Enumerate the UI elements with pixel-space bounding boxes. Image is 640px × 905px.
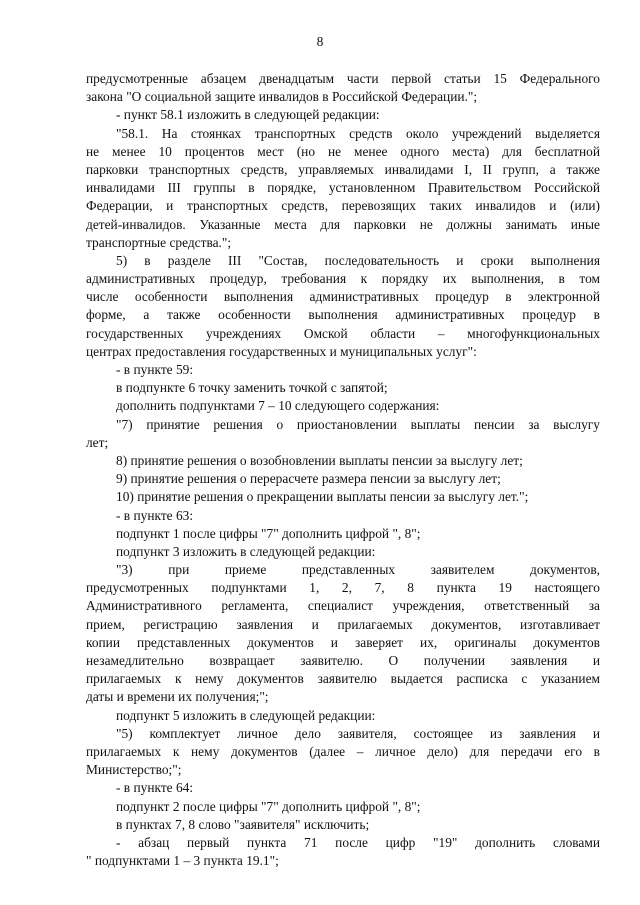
text-line: подпункт 2 после цифры "7" дополнить цифрой ", 8"; (116, 798, 421, 814)
text-line: подпункт 5 изложить в следующей редакции: (116, 707, 376, 723)
text-line: - абзац первый пункта 71 после цифр "19" дополнить словами (116, 834, 600, 850)
text-line: прилагаемых к нему документов заявителю выдается расписка с указанием (86, 671, 600, 687)
text-line: прием, регистрацию заявления и прилагаемых документов, изготавливает (86, 616, 600, 632)
document-body (86, 70, 600, 870)
text-line: Федерации, и транспортных средств, перевозящих таких инвалидов и (или) (86, 198, 600, 214)
page-number: 8 (316, 34, 324, 49)
text-line: государственных учреждениях Омской области – многофункциональных (86, 325, 600, 341)
text-line: " подпунктами 1 – 3 пункта 19.1"; (86, 853, 279, 869)
text-line: форме, а также особенности выполнения административных процедур в (86, 307, 600, 323)
text-line: "7) принятие решения о приостановлении выплаты пенсии за выслугу (116, 416, 600, 432)
text-line: "58.1. На стоянках транспортных средств около учреждений выделяется (116, 125, 600, 141)
text-line: в пунктах 7, 8 слово "заявителя" исключить; (116, 816, 370, 832)
text-line: дополнить подпунктами 7 – 10 следующего содержания: (116, 398, 440, 414)
text-line: закона "О социальной защите инвалидов в Российской Федерации."; (86, 89, 478, 105)
text-line: - в пункте 59: (116, 362, 194, 377)
text-line: прилагаемых к нему документов (далее – личное дело) для передачи его в (86, 743, 600, 759)
text-line: - в пункте 64: (116, 780, 194, 796)
text-line: предусмотренные абзацем двенадцатым части первой статьи 15 Федерального (86, 71, 600, 86)
text-line: Административного регламента, специалист учреждения, ответственный за (86, 598, 600, 614)
text-line: парковки транспортных средств, управляемых инвалидами I, II групп, а также (86, 161, 600, 177)
text-line: транспортные средства."; (86, 234, 232, 250)
text-line: предусмотренных подпунктами 1, 2, 7, 8 пункта 19 настоящего (86, 580, 600, 596)
text-line: - в пункте 63: (116, 507, 194, 523)
text-line: подпункт 1 после цифры "7" дополнить цифрой ", 8"; (116, 525, 421, 541)
text-line: лет; (86, 434, 109, 450)
text-line: "5) комплектует личное дело заявителя, состоящее из заявления и (116, 725, 600, 741)
text-line: "3) при приеме представленных заявителем документов, (116, 562, 600, 578)
text-line: копии представленных документов и заверяет их, оригиналы документов (86, 634, 600, 650)
text-line: инвалидами III группы в порядке, установленном Правительством Российской (86, 180, 600, 196)
text-line: 10) принятие решения о прекращении выплаты пенсии за выслугу лет."; (116, 489, 529, 505)
text-line: административных процедур, требования к порядку их выполнения, в том (86, 271, 600, 287)
text-line: Министерство;"; (86, 762, 182, 778)
text-line: 5) в разделе III "Состав, последовательность и сроки выполнения (116, 252, 600, 268)
text-line: не менее 10 процентов мест (но не менее одного места) для бесплатной (86, 143, 600, 159)
text-line: 8) принятие решения о возобновлении выплаты пенсии за выслугу лет; (116, 452, 523, 468)
text-line: незамедлительно возвращает заявителю. О получении заявления и (86, 653, 600, 668)
text-line: центрах предоставления государственных и муниципальных услуг": (86, 343, 477, 359)
text-line: числе особенности выполнения административных процедур в электронной (86, 289, 600, 305)
text-line: подпункт 3 изложить в следующей редакции: (116, 543, 376, 559)
text-line: - пункт 58.1 изложить в следующей редакции: (116, 107, 380, 123)
text-line: даты и времени их получения;"; (86, 689, 269, 705)
text-line: 9) принятие решения о перерасчете размера пенсии за выслугу лет; (116, 471, 501, 487)
text-line: детей-инвалидов. Указанные места для парковки не должны занимать иные (86, 216, 600, 232)
text-line: в подпункте 6 точку заменить точкой с запятой; (116, 380, 388, 396)
